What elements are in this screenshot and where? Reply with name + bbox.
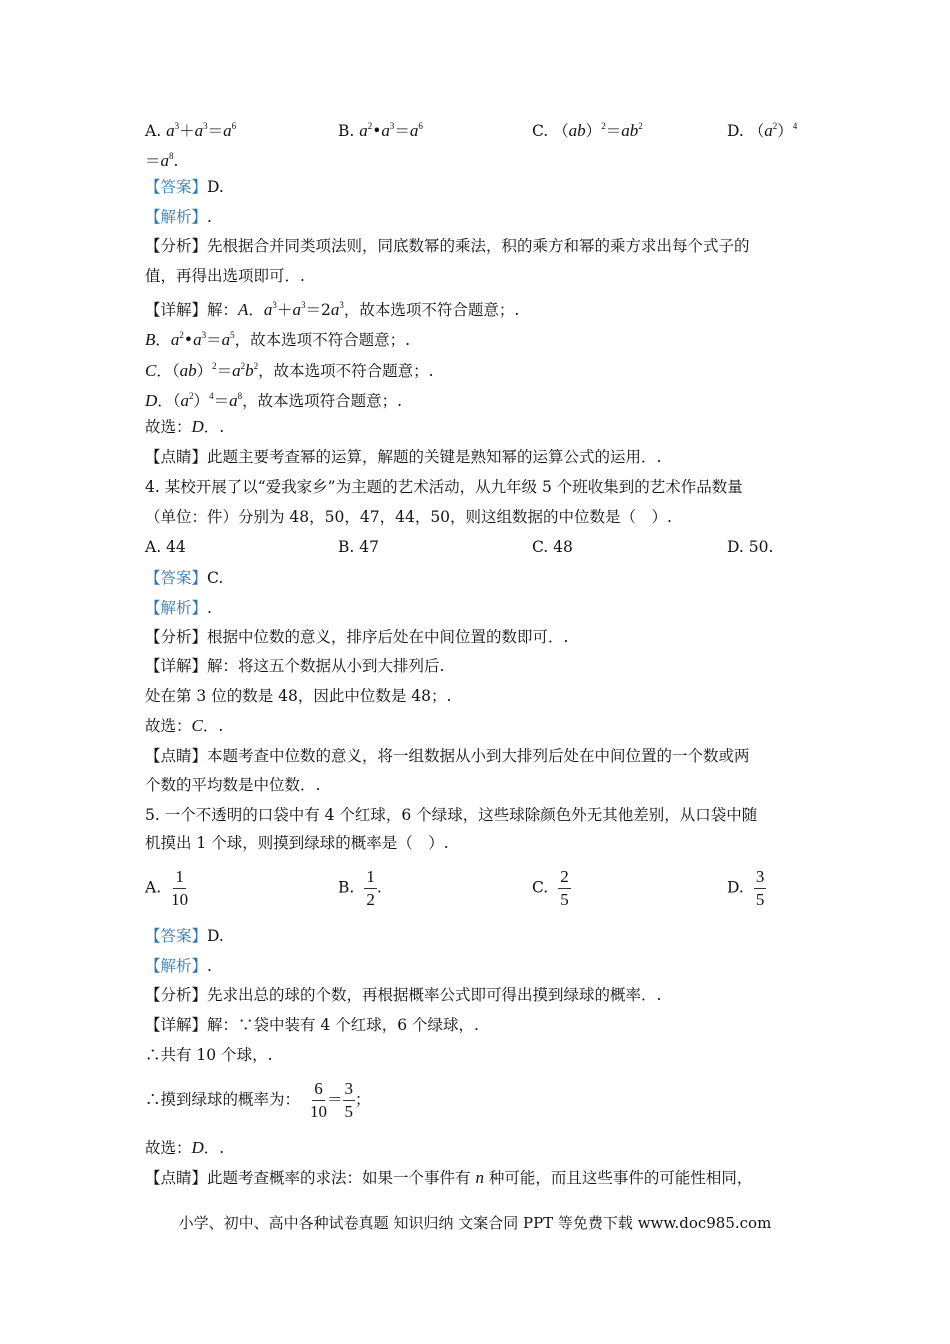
superscript: 3 — [300, 300, 306, 310]
text-line — [145, 417, 224, 437]
text-segment: 个数的平均数是中位数．. — [145, 776, 321, 794]
text-segment: ＝2 — [305, 301, 331, 319]
superscript: 3 — [339, 300, 344, 310]
section-label: 【解析】 — [145, 957, 208, 975]
superscript: 2 — [367, 121, 373, 131]
text-segment: ．（ — [157, 392, 181, 410]
text-segment: 【详解】解： — [145, 301, 239, 319]
text-segment: 故选： — [145, 717, 192, 735]
text-segment: ，故本选项符合题意；. — [242, 392, 403, 410]
text-line — [145, 325, 410, 350]
text-segment: ，故本选项不符合题意；. — [258, 362, 434, 380]
text-segment: ＝ — [216, 362, 233, 380]
probability-line — [145, 1078, 371, 1123]
text-line — [145, 207, 212, 227]
text-segment: ∴共有 10 个球，. — [145, 1046, 273, 1064]
text-line — [145, 386, 402, 411]
text-segment: • — [183, 331, 194, 349]
math-variable: a — [764, 121, 773, 140]
math-variable: a — [263, 300, 273, 319]
superscript: 2 — [772, 121, 778, 131]
text-segment: . — [207, 599, 212, 617]
option-q5-c — [532, 866, 571, 911]
text-segment: ．（ — [156, 362, 180, 380]
math-variable: D — [191, 1138, 204, 1157]
text-segment: ＝ — [207, 122, 224, 140]
math-variable: B — [145, 330, 156, 349]
option-label: C. — [532, 878, 549, 897]
fraction — [343, 1078, 356, 1123]
math-variable: a — [359, 121, 368, 140]
option-q4-d: D. 50. — [727, 538, 774, 556]
option-label: A. — [145, 878, 162, 897]
text-segment: 【分析】根据中位数的意义，排序后处在中间位置的数即可．. — [145, 628, 569, 646]
text-segment: ＝ — [394, 122, 410, 140]
superscript: 3 — [272, 300, 277, 310]
math-variable: D — [145, 391, 158, 410]
text-segment: C. （ — [532, 122, 569, 140]
math-variable: D — [191, 417, 204, 436]
superscript: 2 — [601, 121, 606, 131]
superscript: 2 — [212, 361, 217, 371]
math-variable: n — [475, 1168, 484, 1187]
text-segment: 值，再得出选项即可．. — [145, 267, 305, 285]
text-segment: 故选： — [145, 418, 192, 436]
fraction — [558, 866, 571, 911]
text-segment: ． — [155, 331, 171, 349]
text-segment: 【详解】解：将这五个数据从小到大排列后. — [145, 657, 445, 675]
text-line — [145, 1045, 273, 1065]
text-segment: ∴摸到绿球的概率为： — [145, 1090, 301, 1109]
text-segment: 【详解】解：∵袋中装有 4 个红球，6 个绿球，. — [145, 1016, 479, 1034]
superscript: 2 — [189, 391, 194, 401]
footer-text: 小学、初中、高中各种试卷真题 知识归纳 文案合同 PPT 等免费下载 www.doc985.com — [178, 1214, 772, 1232]
text-segment: 故选： — [145, 1139, 192, 1157]
math-variable: C — [191, 716, 203, 735]
text-segment: . — [207, 957, 212, 975]
text-segment: ．. — [202, 717, 224, 735]
text-line — [145, 627, 568, 647]
text-segment: . — [376, 878, 382, 897]
math-variable: ab — [179, 361, 197, 380]
text-line — [145, 956, 212, 976]
math-variable: a — [180, 391, 190, 410]
option-q5-b — [338, 866, 382, 911]
superscript: 4 — [209, 391, 214, 401]
text-line — [145, 146, 178, 171]
math-variable: a — [330, 300, 340, 319]
text-line — [145, 656, 444, 676]
text-segment: 种可能，而且这些事件的可能性相同， — [483, 1169, 753, 1187]
text-line — [145, 236, 750, 256]
math-variable: a — [166, 121, 175, 140]
text-segment: ． — [248, 301, 264, 319]
option-q5-a — [145, 866, 188, 911]
math-variable: a — [229, 391, 238, 410]
math-variable: A — [238, 300, 249, 319]
math-variable: a — [292, 300, 301, 319]
text-line — [145, 746, 750, 766]
text-segment: ，故本选项不符合题意；. — [343, 301, 520, 319]
text-line — [145, 985, 661, 1005]
text-segment: D. — [207, 927, 224, 945]
text-line — [145, 775, 320, 795]
text-segment: 【分析】先求出总的球的个数，再根据概率公式即可得出摸到绿球的概率．. — [145, 986, 662, 1004]
superscript: 5 — [230, 330, 235, 340]
numerator: 3 — [754, 866, 767, 889]
math-variable: a — [381, 121, 390, 140]
text-segment: ，故本选项不符合题意；. — [234, 331, 411, 349]
text-segment: ＝ — [327, 1090, 343, 1109]
text-line — [145, 477, 743, 497]
denominator: 5 — [560, 890, 569, 909]
text-line — [145, 507, 672, 527]
text-segment: 【点睛】本题考查中位数的意义，将一组数据从小到大排列后处在中间位置的一个数或两 — [145, 747, 750, 765]
text-segment: ） — [777, 122, 793, 140]
denominator: 2 — [366, 890, 375, 909]
text-line — [145, 686, 451, 706]
superscript: 8 — [169, 151, 174, 161]
text-segment: 4. 某校开展了以“爱我家乡”为主题的艺术活动，从九年级 5 个班收集到的艺术作品数量 — [145, 478, 743, 496]
section-label: 【答案】 — [145, 569, 208, 587]
denominator: 5 — [755, 890, 765, 909]
text-line — [145, 295, 519, 320]
text-segment: 【点睛】此题主要考查幂的运算，解题的关键是熟知幂的运算公式的运用．. — [145, 448, 662, 466]
text-line — [145, 447, 661, 467]
superscript: 6 — [231, 121, 237, 131]
math-variable: ab — [621, 121, 639, 140]
option-q3-b — [338, 116, 423, 141]
math-variable: a — [232, 361, 241, 380]
section-label: 【答案】 — [145, 178, 208, 196]
math-variable: a — [170, 330, 180, 349]
option-label: B. — [338, 878, 355, 897]
superscript: 4 — [792, 121, 798, 131]
denominator: 10 — [310, 1102, 328, 1121]
math-variable: a — [409, 121, 419, 140]
text-line — [145, 266, 305, 286]
option-q3-a — [145, 116, 236, 141]
math-variable: a — [193, 330, 202, 349]
option-q3-c — [532, 116, 643, 141]
text-segment: B. — [338, 122, 360, 140]
option-q4-b: B. 47 — [338, 538, 379, 556]
option-q4-c: C. 48 — [532, 538, 573, 556]
text-segment: . — [173, 152, 179, 170]
text-segment: ．. — [203, 418, 225, 436]
text-segment: A. 44 — [145, 538, 186, 556]
numerator: 6 — [312, 1078, 325, 1101]
superscript: 2 — [253, 361, 259, 371]
section-label: 【答案】 — [145, 927, 208, 945]
numerator: 3 — [343, 1078, 356, 1101]
math-variable: a — [221, 330, 231, 349]
superscript: 3 — [203, 121, 208, 131]
text-segment: A. — [145, 122, 167, 140]
text-segment: 处在第 3 位的数是 48，因此中位数是 48；. — [145, 687, 452, 705]
superscript: 3 — [174, 121, 180, 131]
text-segment: ．. — [203, 1139, 225, 1157]
section-label: 【解析】 — [145, 599, 208, 617]
text-segment: 机摸出 1 个球，则摸到绿球的概率是（ ）. — [145, 834, 449, 852]
math-variable: ab — [568, 121, 586, 140]
text-line — [145, 177, 224, 197]
numerator: 1 — [364, 866, 377, 889]
text-line — [145, 598, 212, 618]
denominator: 5 — [344, 1102, 354, 1121]
math-variable: a — [194, 121, 204, 140]
text-segment: ＋ — [276, 301, 293, 319]
text-segment: D. （ — [727, 122, 765, 140]
option-q3-d — [727, 116, 797, 141]
text-segment: ＝ — [145, 152, 161, 170]
text-segment: ） — [196, 362, 213, 380]
numerator: 2 — [558, 866, 571, 889]
option-label: D. — [727, 878, 744, 897]
superscript: 2 — [240, 361, 246, 371]
text-segment: . — [207, 208, 212, 226]
fraction — [171, 866, 188, 911]
text-line — [145, 537, 186, 557]
text-line — [145, 356, 434, 381]
superscript: 2 — [179, 330, 184, 340]
math-variable: a — [223, 121, 232, 140]
section-label: 【解析】 — [145, 208, 208, 226]
superscript: 2 — [638, 121, 643, 131]
text-line — [145, 1138, 224, 1158]
superscript: 3 — [201, 330, 207, 340]
text-line — [145, 805, 757, 825]
option-q5-d — [727, 866, 766, 911]
superscript: 8 — [237, 391, 243, 401]
math-variable: C — [145, 361, 157, 380]
text-segment: • — [372, 122, 382, 140]
text-line — [145, 1168, 752, 1188]
numerator: 1 — [173, 866, 186, 889]
text-segment: ） — [585, 122, 602, 140]
fraction — [310, 1078, 327, 1123]
text-line — [145, 926, 224, 946]
text-line — [145, 833, 449, 853]
text-segment: C. — [207, 569, 224, 587]
text-segment: ＝ — [213, 392, 230, 410]
text-segment: 【点睛】此题考查概率的求法：如果一个事件有 — [145, 1169, 476, 1187]
text-segment: 【分析】先根据合并同类项法则，同底数幂的乘法，积的乘方和幂的乘方求出每个式子的 — [145, 237, 750, 255]
text-segment: ； — [355, 1090, 371, 1109]
fraction — [364, 866, 377, 911]
math-variable: a — [160, 151, 170, 170]
text-segment: ） — [193, 392, 210, 410]
text-segment: ＝ — [605, 122, 622, 140]
text-line — [145, 716, 223, 736]
fraction — [754, 866, 767, 911]
math-variable: b — [245, 361, 254, 380]
text-line — [145, 568, 223, 588]
text-line — [145, 1015, 479, 1035]
text-segment: （单位：件）分别为 48，50，47，44，50，则这组数据的中位数是（ ）. — [145, 508, 672, 526]
superscript: 3 — [389, 121, 395, 131]
text-segment: 5. 一个不透明的口袋中有 4 个红球，6 个绿球，这些球除颜色外无其他差别，从口袋中随 — [145, 806, 758, 824]
denominator: 10 — [171, 890, 189, 909]
text-segment: D. — [207, 178, 224, 196]
text-segment: ＋ — [179, 122, 195, 140]
superscript: 6 — [418, 121, 423, 131]
text-segment: ＝ — [206, 331, 222, 349]
